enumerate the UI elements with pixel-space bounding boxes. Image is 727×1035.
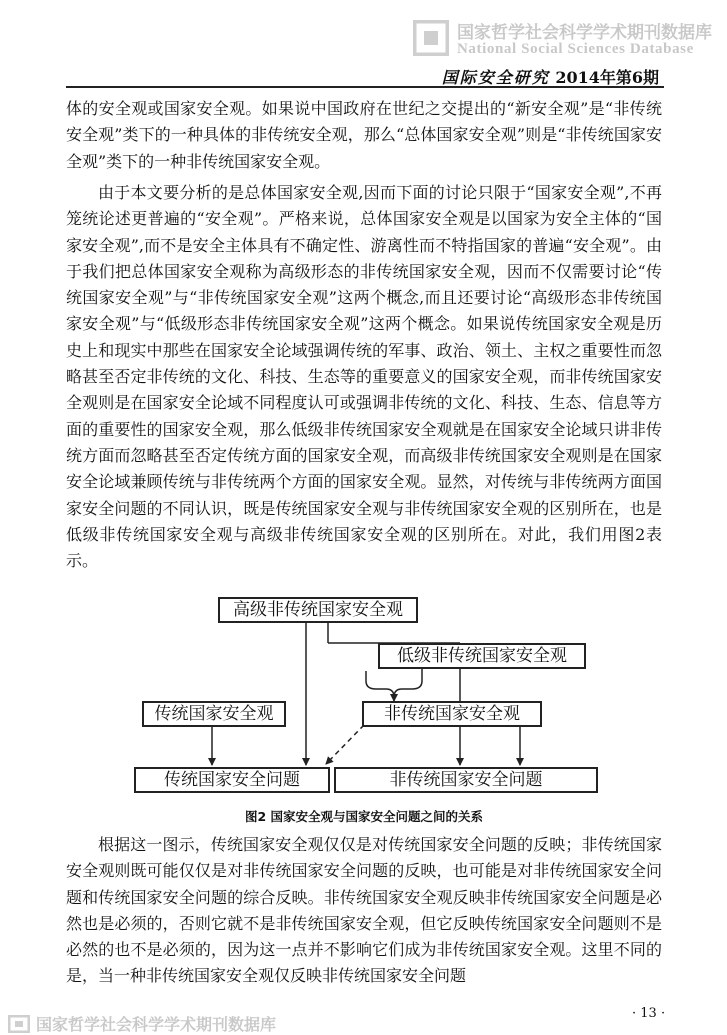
watermark-english-title: National Social Sciences Database — [457, 41, 694, 57]
issue-year: 2014 — [555, 68, 600, 87]
journal-name: 国际安全研究 — [441, 68, 550, 87]
page-number: · 13 · — [632, 1006, 666, 1021]
body-paragraph-2: 由于本文要分析的是总体国家安全观,因而下面的讨论只限于“国家安全观”,不再笼统论述更普遍的“安全观”。严格来说，总体国家安全观是以国家为安全主体的“国家安全观”,而不是安全主体具有不确定性、游离性而不特指国家的普遍“安全观”。由于我们把总体国家安全观称为高级形态的非传统国家安全观，因而不仅需要讨论“传统国家安全观”与“非传统国家安全观”这两个概念,而且还要讨论“高级形态非传统国家安全观”与“低级形态非传统国家安全观”这两个概念。如果说传统国家安全观是历史上和现实中那些在国家安全论域强调传统的军事、政治、领土、主权之重要性而忽略甚至否定非传统的文化、科技、生态等的重要意义的国家安全观，而非传统国家安全观则是在国家安全论域不同程度认可或强调非传统的文化、科技、生态、信息等方面的重要性的国家安全观，那么低级非传统国家安全观就是在国家安全论域只讲非传统方面而忽略甚至否定传统方面的国家安全观，而高级非传统国家安全观则是在国家安全论域兼顾传统与非传统两个方面的国家安全观。显然，对传统与非传统两方面国家安全问题的不同认识，既是传统国家安全观与非传统国家安全观的区别所在，也是低级非传统国家安全观与高级非传统国家安全观的区别所在。对此，我们用图2表示。 — [66, 183, 662, 571]
body-paragraph-3: 根据这一图示，传统国家安全观仅仅是对传统国家安全问题的反映；非传统国家安全观则既可能仅仅是对非传统国家安全问题的反映，也可能是对非传统国家安全问题和传统国家安全问题的综合反映。非传统国家安全观反映非传统国家安全问题是必然也是必须的，否则它就不是非传统国家安全观，但它反映传统国家安全问题则不是必然的也不是必须的，因为这一点并不影响它们成为非传统国家安全观。这里不同的是，当一种非传统国家安全观仅反映非传统国家安全问题 — [66, 835, 662, 986]
box-nontrad-view: 非传统国家安全观 — [362, 701, 542, 727]
figure-diagram — [130, 593, 602, 805]
watermark-bottom-text: 国家哲学社会科学学术期刊数据库 — [36, 1015, 277, 1034]
header-rule — [66, 86, 664, 88]
database-logo-icon — [413, 20, 449, 56]
watermark-bottom — [8, 1012, 276, 1035]
box-high-nontrad-view: 高级非传统国家安全观 — [218, 597, 418, 623]
connector-dashed-nontrad-view-to-trad-issue — [326, 725, 364, 764]
box-trad-view: 传统国家安全观 — [142, 701, 286, 727]
database-logo-icon — [8, 1015, 30, 1033]
issue-number: 年第6期 — [599, 68, 659, 87]
box-trad-issue: 传统国家安全问题 — [134, 767, 330, 793]
box-low-nontrad-view: 低级非传统国家安全观 — [378, 643, 586, 669]
box-nontrad-issue: 非传统国家安全问题 — [334, 767, 598, 793]
watermark-top — [413, 16, 719, 64]
body-paragraph-1: 体的安全观或国家安全观。如果说中国政府在世纪之交提出的“新安全观”是“非传统安全观”类下的一种具体的非传统安全观，那么“总体国家安全观”则是“非传统国家安全观”类下的一种非传统国家安全观。 — [66, 99, 662, 171]
running-head — [400, 65, 659, 88]
watermark-chinese-title: 国家哲学社会科学学术期刊数据库 — [457, 23, 712, 43]
figure-caption: 图2 国家安全观与国家安全问题之间的关系 — [244, 809, 484, 824]
